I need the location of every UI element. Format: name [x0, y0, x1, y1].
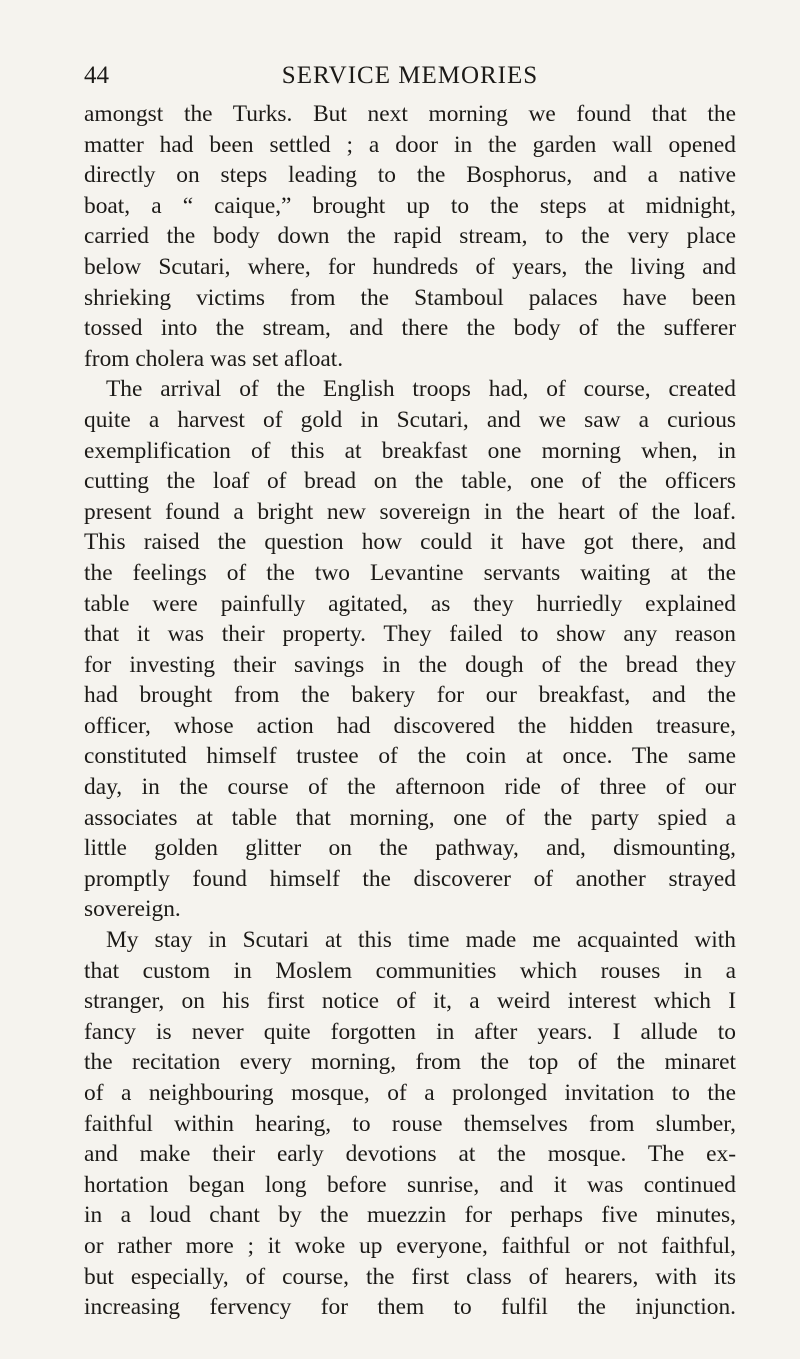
- text-line: faithful within hearing, to rouse themselves from slumber,: [84, 1110, 736, 1137]
- text-line: in a loud chant by the muezzin for perhaps five minutes,: [84, 1202, 736, 1229]
- text-line: had brought from the bakery for our breakfast, and the: [84, 682, 736, 709]
- text-line: shrieking victims from the Stamboul palaces have been: [84, 284, 736, 311]
- text-line: My stay in Scutari at this time made me acquainted with: [106, 927, 736, 954]
- text-line: or rather more ; it woke up everyone, faithful or not faithful,: [84, 1232, 736, 1259]
- text-line: from cholera was set afloat.: [84, 345, 344, 372]
- text-line: cutting the loaf of bread on the table, one of the officers: [84, 468, 736, 495]
- text-line: increasing fervency for them to fulfil the injunction.: [84, 1294, 736, 1321]
- text-line: the recitation every morning, from the top of the minaret: [84, 1049, 736, 1076]
- page-number: 44: [84, 62, 109, 89]
- text-line: constituted himself trustee of the coin at once. The same: [84, 743, 736, 770]
- text-line: but especially, of course, the first class of hearers, with its: [84, 1263, 736, 1290]
- text-line: hortation began long before sunrise, and it was continued: [84, 1171, 736, 1198]
- text-line: the feelings of the two Levantine servants waiting at the: [84, 559, 736, 586]
- text-line: stranger, on his first notice of it, a weird interest which I: [84, 988, 736, 1015]
- text-line: of a neighbouring mosque, of a prolonged invitation to the: [84, 1080, 736, 1106]
- text-line: matter had been settled ; a door in the garden wall opened: [84, 131, 736, 158]
- text-line: promptly found himself the discoverer of another strayed: [84, 865, 736, 892]
- text-line: day, in the course of the afternoon ride of three of our: [84, 774, 736, 801]
- text-line: tossed into the stream, and there the body of the sufferer: [84, 315, 736, 342]
- text-line: amongst the Turks. But next morning we found that the: [84, 101, 736, 127]
- text-line: directly on steps leading to the Bosphorus, and a native: [84, 162, 736, 189]
- text-line: boat, a “ caique,” brought up to the steps at midnight,: [84, 192, 736, 219]
- text-line: fancy is never quite forgotten in after years. I allude to: [84, 1018, 736, 1045]
- text-line: table were painfully agitated, as they hurriedly explained: [84, 590, 736, 617]
- body-text: [84, 99, 736, 1323]
- text-line: below Scutari, where, for hundreds of years, the living and: [84, 253, 736, 280]
- text-line: The arrival of the English troops had, of course, created: [106, 376, 736, 403]
- text-line: quite a harvest of gold in Scutari, and we saw a curious: [84, 406, 736, 433]
- text-line: that it was their property. They failed to show any reason: [84, 621, 736, 648]
- text-line: that custom in Moslem communities which rouses in a: [84, 957, 736, 984]
- page-header: [84, 58, 736, 94]
- text-line: associates at table that morning, one of the party spied a: [84, 804, 736, 831]
- text-line: little golden glitter on the pathway, and, dismounting,: [84, 835, 736, 862]
- text-line: carried the body down the rapid stream, to the very place: [84, 223, 736, 250]
- running-head: SERVICE MEMORIES: [281, 62, 539, 89]
- text-line: sovereign.: [84, 896, 181, 923]
- text-line: and make their early devotions at the mosque. The ex-: [84, 1141, 736, 1168]
- text-line: present found a bright new sovereign in the heart of the loaf.: [84, 498, 736, 525]
- text-line: This raised the question how could it have got there, and: [84, 529, 736, 556]
- text-line: officer, whose action had discovered the hidden treasure,: [84, 712, 736, 739]
- text-line: for investing their savings in the dough of the bread they: [84, 651, 736, 678]
- text-line: exemplification of this at breakfast one morning when, in: [84, 437, 736, 464]
